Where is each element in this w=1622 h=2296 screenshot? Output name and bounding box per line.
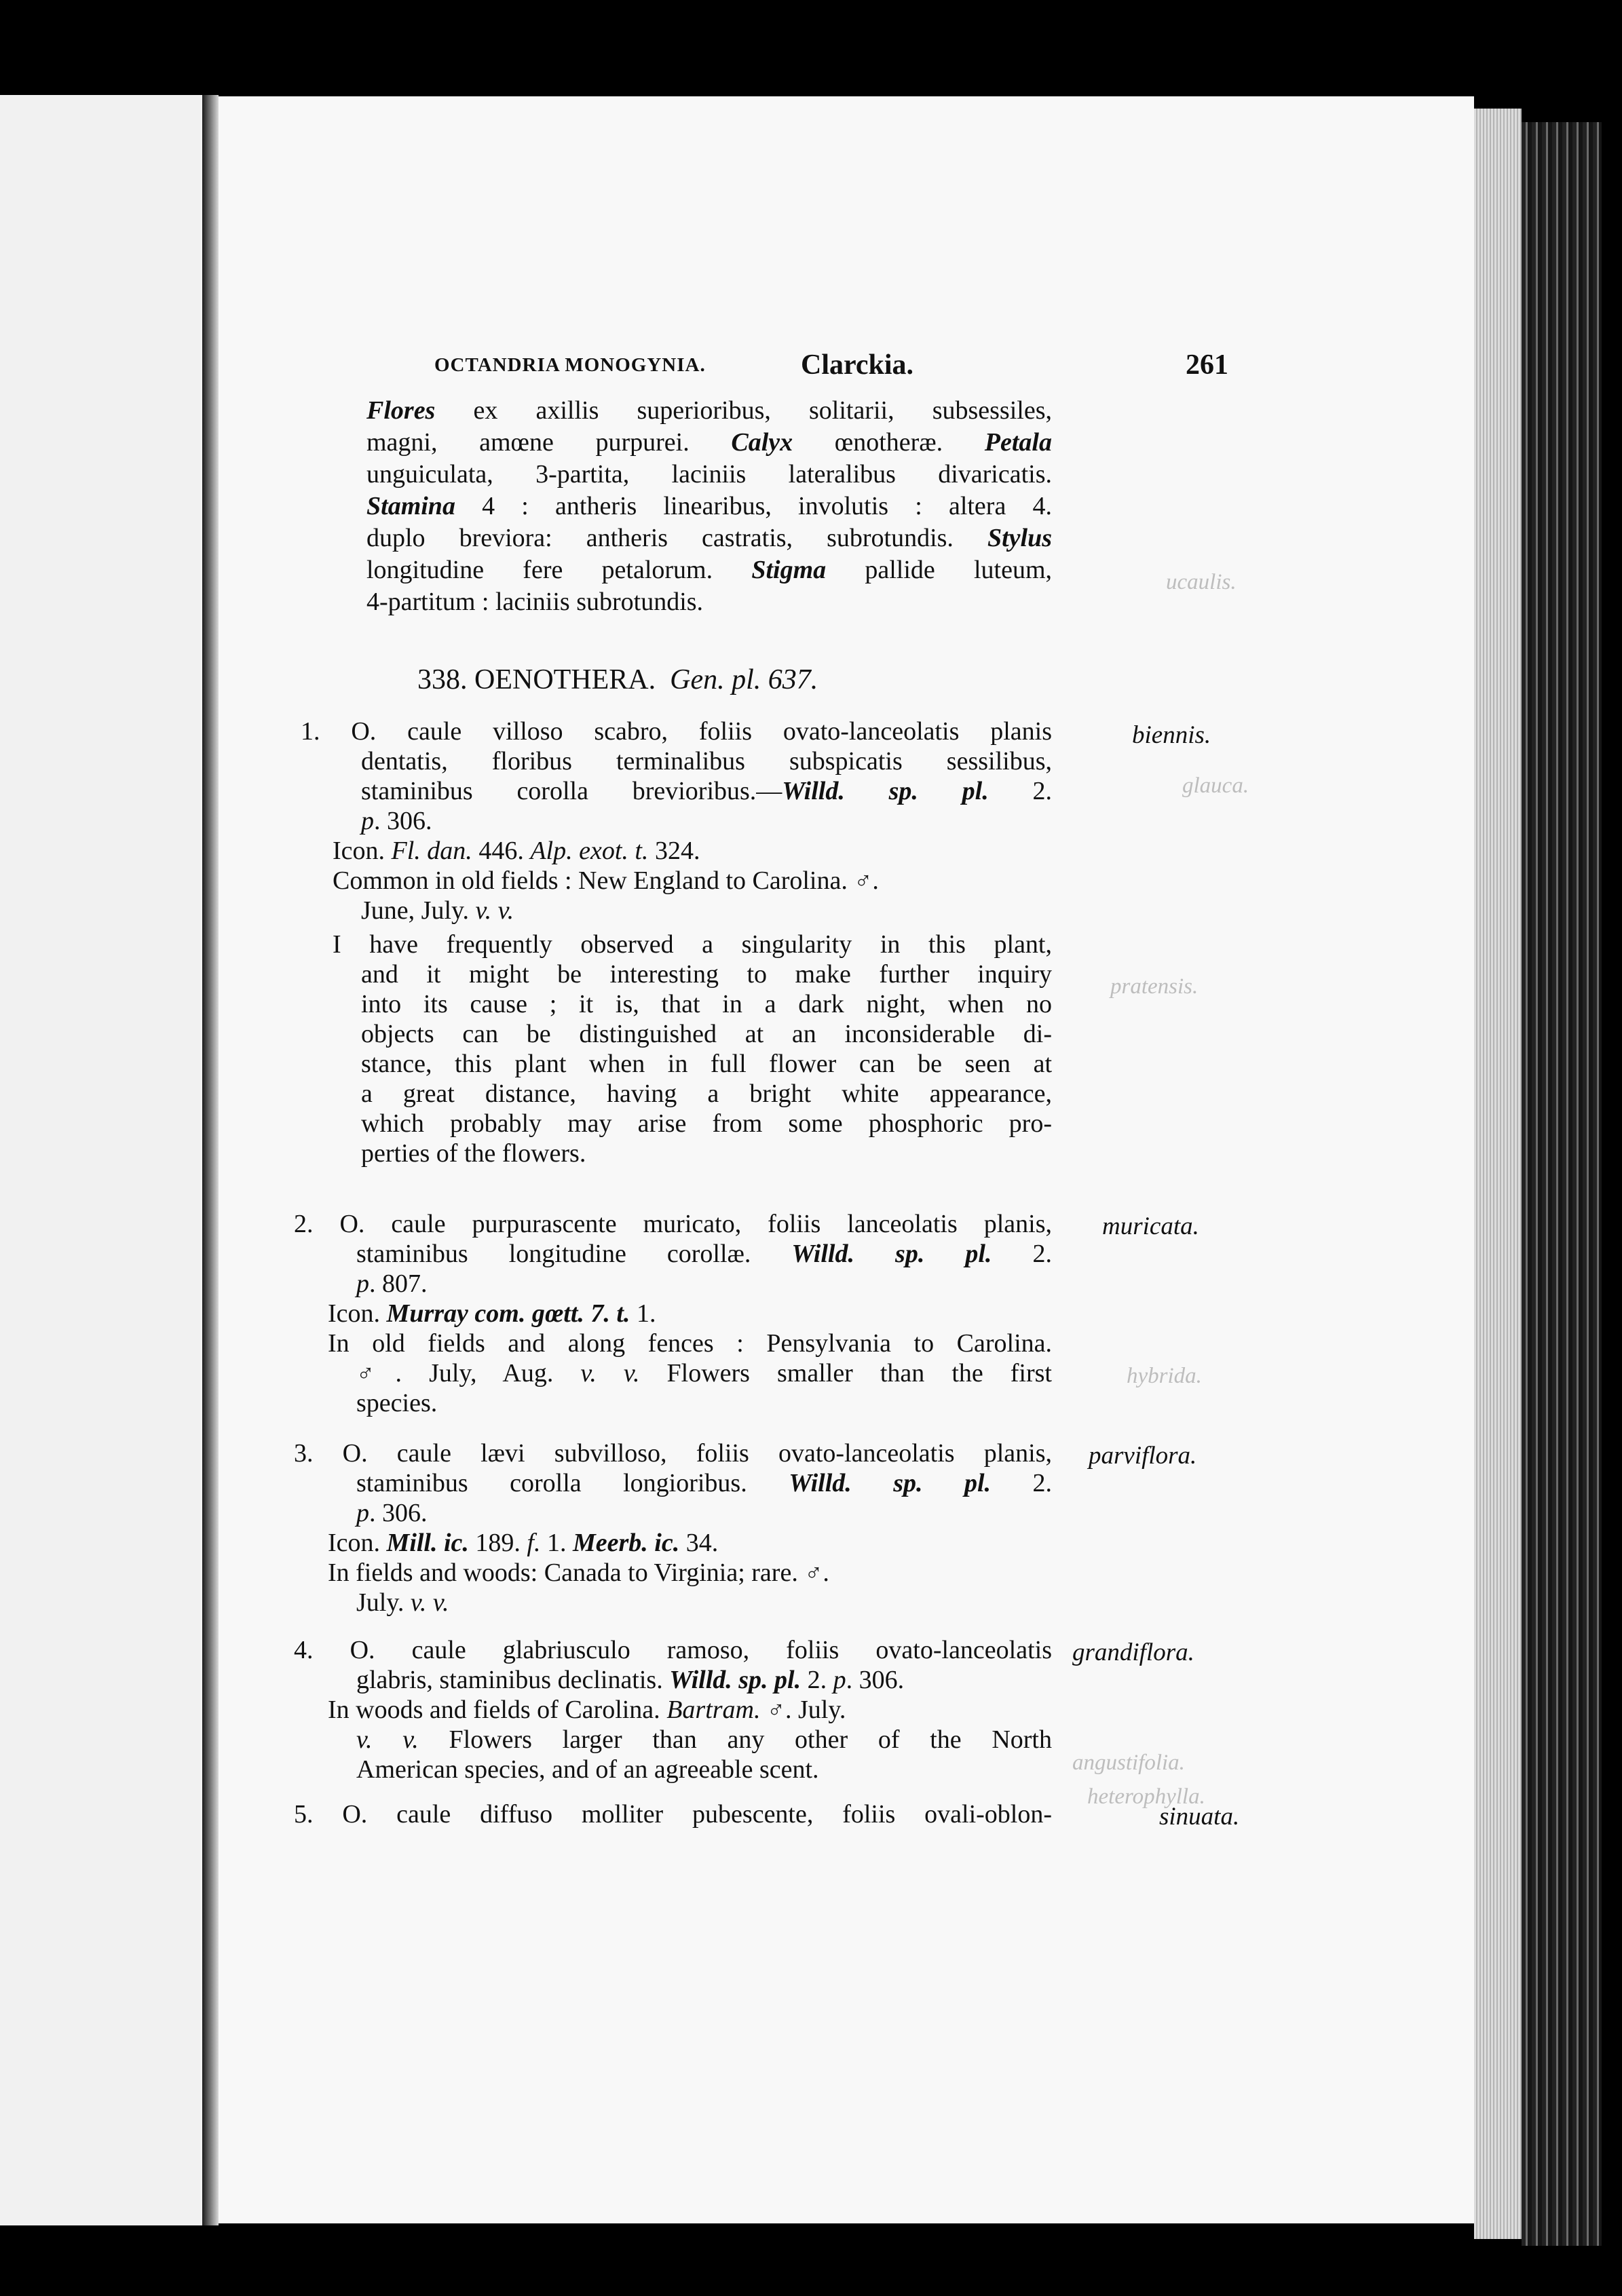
text-line: stance, this plant when in full flower can be seen at	[361, 1050, 1052, 1078]
text-line: duplo breviora: antheris castratis, subrotundis. Stylus	[366, 524, 1052, 552]
text-line: Icon. Mill. ic. 189. f. 1. Meerb. ic. 34.	[328, 1529, 719, 1557]
text-line: dentatis, floribus terminalibus subspicatis sessilibus,	[361, 747, 1052, 776]
text-line: 4. O. caule glabriusculo ramoso, foliis ovato-lanceolatis	[294, 1636, 1052, 1664]
biennial-symbol: ♂	[766, 1696, 785, 1723]
running-title: OCTANDRIA MONOGYNIA.	[434, 354, 706, 376]
text-line: unguiculata, 3-partita, laciniis lateralibus divaricatis.	[366, 460, 1052, 489]
species-epithet: grandiflora.	[1072, 1639, 1194, 1666]
text-line: American species, and of an agreeable scent.	[356, 1755, 819, 1784]
species-epithet: parviflora.	[1089, 1442, 1197, 1470]
bleed-through-word: glauca.	[1182, 773, 1249, 798]
text-line: into its cause ; it is, that in a dark night, when no	[361, 990, 1052, 1018]
page-number: 261	[1186, 349, 1228, 381]
page-edges	[1474, 109, 1522, 2239]
text-line: p. 807.	[356, 1269, 428, 1298]
bleed-through-word: heterophylla.	[1087, 1784, 1205, 1809]
text-line: species.	[356, 1389, 438, 1417]
text-line: glabris, staminibus declinatis. Willd. sp. pl. 2. p. 306.	[356, 1666, 905, 1694]
text-line: 5. O. caule diffuso molliter pubescente, foliis ovali-oblon-	[294, 1800, 1052, 1829]
text-line: 4-partitum : laciniis subrotundis.	[366, 588, 704, 616]
text-line: Flores ex axillis superioribus, solitarii, subsessiles,	[366, 396, 1052, 425]
text-line: In woods and fields of Carolina. Bartram. ♂. July.	[328, 1696, 846, 1724]
genus-heading: 338. OENOTHERA. Gen. pl. 637.	[417, 664, 818, 695]
text-line: p. 306.	[356, 1499, 428, 1527]
bleed-through-word: hybrida.	[1127, 1364, 1202, 1388]
text-line: In old fields and along fences : Pensylvania to Carolina.	[328, 1329, 1052, 1358]
text-line: longitudine fere petalorum. Stigma pallide luteum,	[366, 556, 1052, 584]
text-line: In fields and woods: Canada to Virginia; rare. ♂.	[328, 1558, 829, 1587]
text-line: Common in old fields : New England to Carolina. ♂.	[333, 866, 879, 895]
text-line: a great distance, having a bright white appearance,	[361, 1079, 1052, 1108]
text-line: July. v. v.	[356, 1588, 449, 1617]
text-line: staminibus corolla longioribus. Willd. sp. pl. 2.	[356, 1469, 1053, 1497]
text-line: staminibus longitudine corollæ. Willd. sp. pl. 2.	[356, 1240, 1052, 1268]
book-spine	[1522, 122, 1602, 2246]
bleed-through-word: ucaulis.	[1166, 570, 1237, 594]
species-epithet: muricata.	[1102, 1212, 1199, 1240]
biennial-symbol: ♂	[356, 1360, 396, 1387]
biennial-symbol: ♂	[804, 1559, 823, 1586]
book-gutter	[202, 95, 219, 2225]
text-line: and it might be interesting to make further inquiry	[361, 960, 1052, 989]
text-line: I have frequently observed a singularity in this plant,	[333, 930, 1052, 959]
bleed-through-word: pratensis.	[1110, 974, 1199, 999]
text-line: staminibus corolla brevioribus.—Willd. sp. pl. 2.	[361, 777, 1052, 805]
text-line: objects can be distinguished at an inconsiderable di-	[361, 1020, 1052, 1048]
text-line: ♂. July, Aug. v. v. Flowers smaller than the first	[356, 1359, 1052, 1388]
text-line: June, July. v. v.	[361, 896, 514, 925]
text-line: perties of the flowers.	[361, 1139, 586, 1168]
text-line: v. v. Flowers larger than any other of the North	[356, 1725, 1052, 1754]
text-line: 3. O. caule lævi subvilloso, foliis ovato-lanceolatis planis,	[294, 1439, 1052, 1468]
text-line: Stamina 4 : antheris linearibus, involutis : altera 4.	[366, 492, 1052, 520]
running-header	[434, 349, 1228, 387]
text-line: Icon. Fl. dan. 446. Alp. exot. t. 324.	[333, 837, 700, 865]
bleed-through-word: angustifolia.	[1072, 1750, 1185, 1775]
biennial-symbol: ♂	[854, 867, 873, 894]
text-line: 1. O. caule villoso scabro, foliis ovato-lanceolatis planis	[301, 717, 1052, 746]
header-genus: Clarckia.	[801, 349, 914, 381]
text-line: which probably may arise from some phosphoric pro-	[361, 1109, 1052, 1138]
text-line: p. 306.	[361, 807, 432, 835]
species-epithet: biennis.	[1132, 721, 1211, 749]
text-line: 2. O. caule purpurascente muricato, foliis lanceolatis planis,	[294, 1210, 1052, 1238]
left-page-edge	[0, 95, 202, 2225]
species-epithet: sinuata.	[1159, 1803, 1240, 1831]
text-line: Icon. Murray com. gœtt. 7. t. 1.	[328, 1299, 656, 1328]
text-line: magni, amœne purpurei. Calyx œnotheræ. Petala	[366, 428, 1052, 457]
